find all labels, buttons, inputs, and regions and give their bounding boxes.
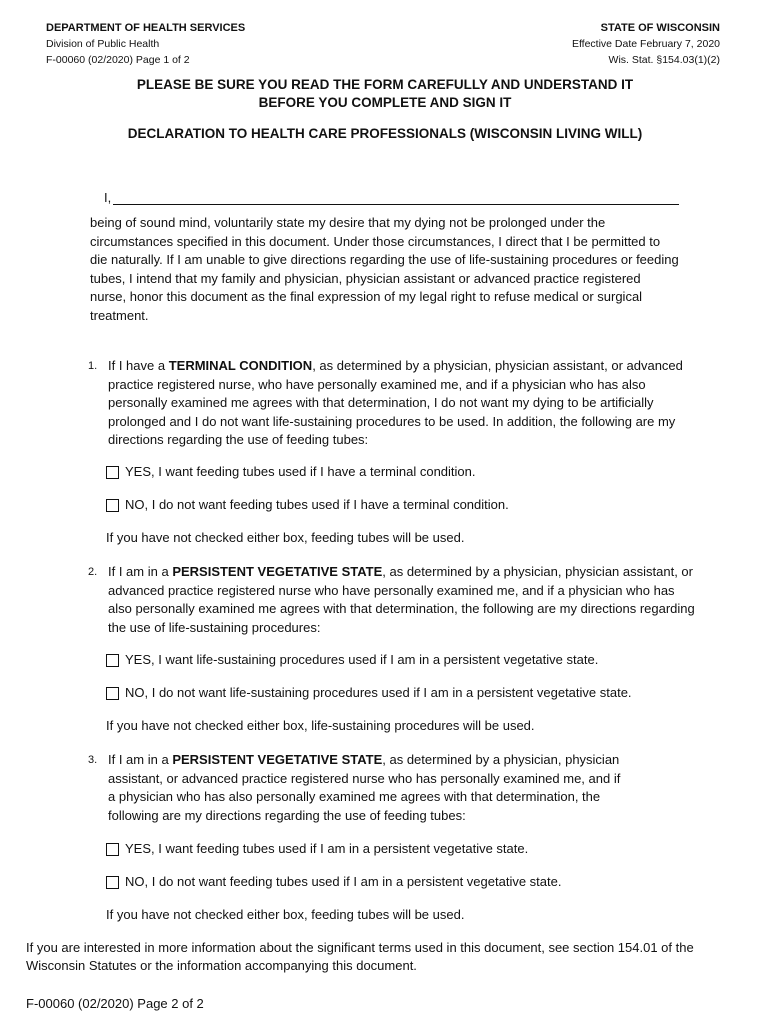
item-number: 2. <box>88 566 98 578</box>
name-prefix: I, <box>104 190 112 205</box>
option-label: YES, I want feeding tubes used if I have a terminal condition. <box>125 464 476 479</box>
default-note-2: If you have not checked either box, life-sustaining procedures will be used. <box>106 718 535 733</box>
header-right <box>572 20 720 68</box>
item-text <box>108 357 698 450</box>
option-label: YES, I want feeding tubes used if I am in a persistent vegetative state. <box>125 841 529 856</box>
document-title: DECLARATION TO HEALTH CARE PROFESSIONALS (WISCONSIN LIVING WILL) <box>127 126 643 141</box>
option-label: NO, I do not want life-sustaining procedures used if I am in a persistent vegetative state. <box>125 685 632 700</box>
directive-item-1 <box>88 357 698 450</box>
item-text-pre: If I am in a <box>108 752 173 767</box>
default-note-1: If you have not checked either box, feeding tubes will be used. <box>106 530 465 545</box>
checkbox-3-yes[interactable] <box>106 843 119 856</box>
item-condition: TERMINAL CONDITION <box>168 358 313 373</box>
page-footer: F-00060 (02/2020) Page 2 of 2 <box>26 996 204 1011</box>
option-1-no[interactable] <box>106 497 509 513</box>
statute-reference: Wis. Stat. §154.03(1)(2) <box>608 54 720 66</box>
item-condition: PERSISTENT VEGETATIVE STATE <box>172 564 383 579</box>
more-information-note: If you are interested in more information about the significant terms used in this document, see section 154.01 of the Wisconsin Statutes or the information accompanying this document. <box>26 940 694 973</box>
checkbox-3-no[interactable] <box>106 876 119 889</box>
default-note-3: If you have not checked either box, feeding tubes will be used. <box>106 907 465 922</box>
declarant-name-row <box>104 190 679 205</box>
option-3-yes[interactable] <box>106 841 528 857</box>
division-name: Division of Public Health <box>46 38 160 50</box>
option-1-yes[interactable] <box>106 464 476 480</box>
directive-item-3 <box>88 751 628 825</box>
item-text-post: , as determined by a physician, physician assistant, or advanced practice registered nurse who has personally examined me, and if a physician who has also personally examined me agrees with that determination, the following are my directions regarding the use of feeding tubes: <box>108 752 621 823</box>
checkbox-2-yes[interactable] <box>106 654 119 667</box>
notice-line-2: BEFORE YOU COMPLETE AND SIGN IT <box>258 95 512 110</box>
item-number: 1. <box>88 360 98 372</box>
item-number: 3. <box>88 754 98 766</box>
option-label: NO, I do not want feeding tubes used if I have a terminal condition. <box>125 497 509 512</box>
directive-item-2 <box>88 563 698 637</box>
effective-date: Effective Date February 7, 2020 <box>571 38 720 50</box>
item-text-post: , as determined by a physician, physician assistant, or advanced practice registered nurse who have personally examined me, and if a physician who has also personally examined me agrees with that determination, the following are my directions regarding the use of life-sustaining procedures: <box>108 564 695 635</box>
item-text <box>108 751 628 825</box>
header-left <box>46 20 245 68</box>
option-3-no[interactable] <box>106 874 561 890</box>
item-text-post: , as determined by a physician, physician assistant, or advanced practice registered nurse, who have personally examined me, and if a physician who has also personally examined me agrees with that determination, I do not want my dying to be artificially prolonged and I do not want life-sustaining procedures to be used. In addition, the following are my directions regarding the use of feeding tubes: <box>108 358 683 447</box>
form-number: F-00060 (02/2020) Page 1 of 2 <box>46 54 190 66</box>
checkbox-1-no[interactable] <box>106 499 119 512</box>
state-name: STATE OF WISCONSIN <box>600 22 720 34</box>
option-2-yes[interactable] <box>106 652 598 668</box>
option-label: NO, I do not want feeding tubes used if I am in a persistent vegetative state. <box>125 874 562 889</box>
department-name: DEPARTMENT OF HEALTH SERVICES <box>46 22 246 34</box>
option-2-no[interactable] <box>106 685 632 701</box>
item-text-pre: If I am in a <box>108 564 173 579</box>
checkbox-2-no[interactable] <box>106 687 119 700</box>
option-label: YES, I want life-sustaining procedures used if I am in a persistent vegetative state. <box>125 652 599 667</box>
item-text <box>108 563 698 637</box>
notice-line-1: PLEASE BE SURE YOU READ THE FORM CAREFULLY AND UNDERSTAND IT <box>136 77 634 92</box>
declarant-name-field[interactable] <box>113 190 679 205</box>
checkbox-1-yes[interactable] <box>106 466 119 479</box>
item-condition: PERSISTENT VEGETATIVE STATE <box>172 752 383 767</box>
item-text-pre: If I have a <box>108 358 169 373</box>
read-carefully-notice <box>60 76 710 112</box>
intro-paragraph: being of sound mind, voluntarily state my desire that my dying not be prolonged under the circumstances specified in this document. Under those circumstances, I direct that I be permitted to die naturally. If I am unable to give directions regarding the use of life-sustaining procedures or feeding tubes, I intend that my family and physician, physician assistant or advanced practice registered nurse, honor this document as the final expression of my legal right to refuse medical or surgical treatment. <box>90 215 679 323</box>
